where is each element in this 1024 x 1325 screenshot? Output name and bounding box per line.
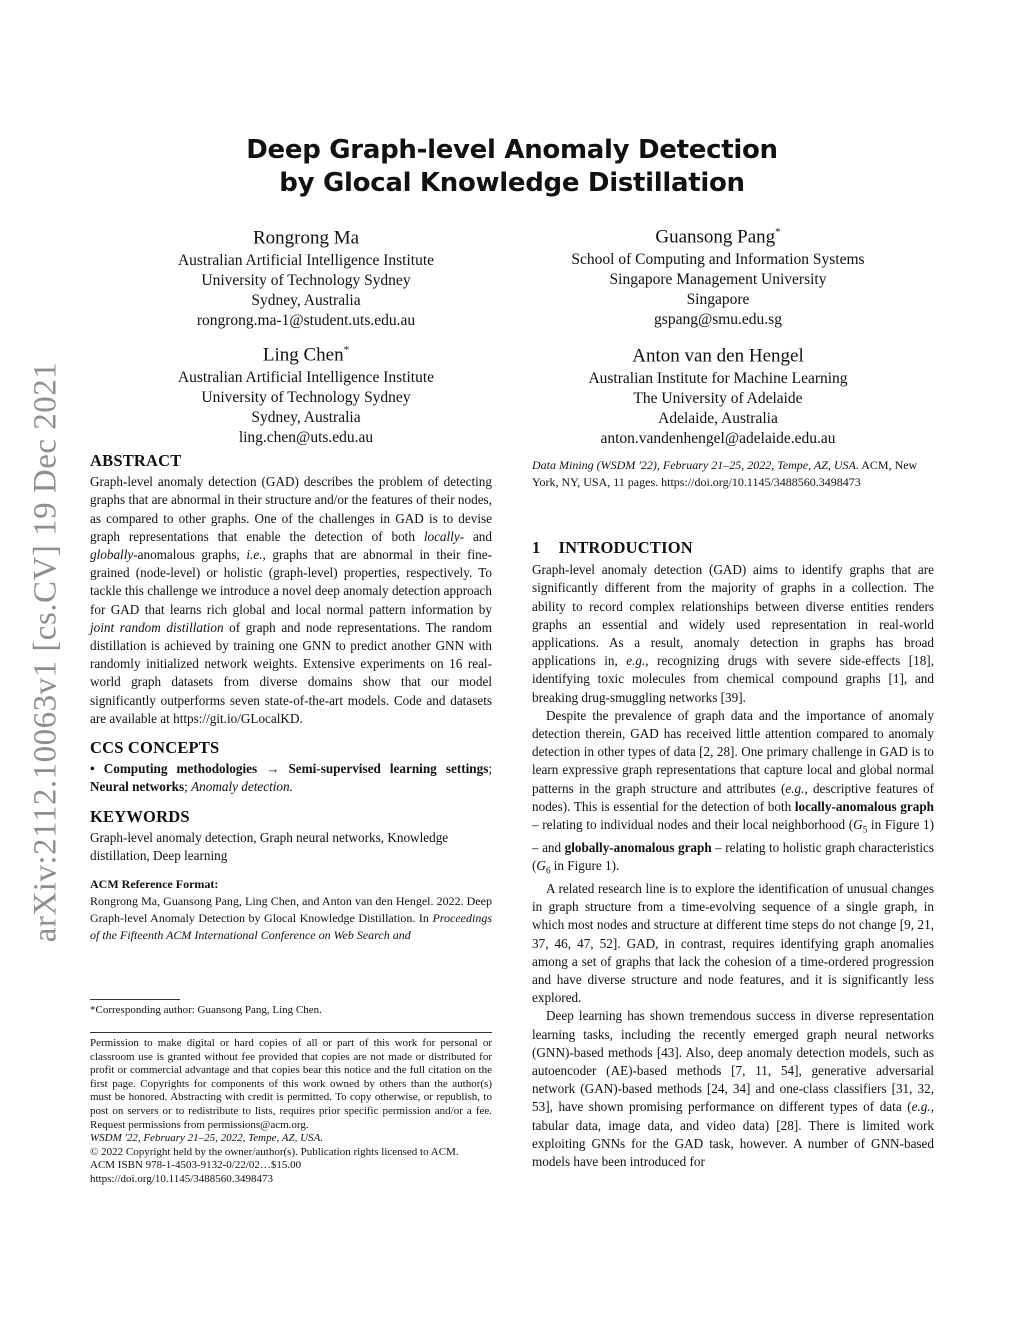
ccs-heading: CCS CONCEPTS xyxy=(90,738,220,758)
intro-paragraph-4: Deep learning has shown tremendous success in diverse representation learning tasks, including the recently emerged graph neural networks (GNN)-based methods [43]. Also, deep anomaly detection models, such as autoencoder (AE)-based methods [7, 11, 54], generative adversarial network (GAN)-based methods [24, 34] and one-class classifiers [31, 32, 53], have shown promising performance on different types of data (e.g., tabular data, image data, and video data) [28]. There is limited work exploiting GNNs for the GAD task, however. A number of GNN-based models have been introduced for xyxy=(532,1008,934,1169)
author-affiliation: School of Computing and Information Systems xyxy=(571,251,865,269)
ccs-concepts: • Computing methodologies → Semi-supervised learning settings; Neural networks; Anomaly detection. xyxy=(90,761,492,795)
acm-reference-continued: Data Mining (WSDM '22), February 21–25, 2022, Tempe, AZ, USA. ACM, New York, NY, USA, 11 pages. https://doi.org/10.1145/3488560.3498473 xyxy=(532,458,918,489)
right-column xyxy=(532,539,934,1171)
acm-reference-text: Rongrong Ma, Guansong Pang, Ling Chen, and Anton van den Hengel. 2022. Deep Graph-level Anomaly Detection by Glocal Knowledge Distillation. In Proceedings of the Fifteenth ACM International Conference on Web Search and xyxy=(90,894,492,943)
author-name: Guansong Pang* xyxy=(655,226,781,248)
acm-reference-heading: ACM Reference Format: xyxy=(90,877,219,892)
arxiv-identifier: arXiv:2112.10063v1 [cs.CV] 19 Dec 2021 xyxy=(27,361,64,943)
author-affiliation: Australian Artificial Intelligence Institute xyxy=(177,369,435,387)
intro-paragraph-1: Graph-level anomaly detection (GAD) aims to identify graphs that are significantly different from the majority of graphs in a collection. The ability to record complex relationships between diverse entities renders graphs an essential and widely used representation in real-world applications. As a result, anomaly detection in graphs has broad applications in, e.g., recognizing drugs with severe side-effects [18], identifying toxic molecules from chemical compound graphs [1], and breaking drug-smuggling networks [39]. xyxy=(532,562,934,705)
author-affiliation: Australian Artificial Intelligence Institute xyxy=(177,252,435,270)
intro-paragraph-3: A related research line is to explore the identification of unusual changes in graph structure from a time-evolving sequence of a single graph, in which most nodes and structure at different time steps do not change [9, 21, 37, 46, 47, 52]. GAD, in contrast, requires identifying graph anomalies among a set of graphs that lack the cohesion of a time-ordered progression and have diverse structure and node features, and it is significantly less explored. xyxy=(532,880,934,1006)
author-email: anton.vandenhengel@adelaide.edu.au xyxy=(600,430,836,448)
corresponding-author-footnote: *Corresponding author: Guansong Pang, Ling Chen. xyxy=(90,1004,322,1016)
author-block xyxy=(518,338,918,449)
abstract-heading: ABSTRACT xyxy=(90,451,182,470)
author-name: Rongrong Ma xyxy=(252,227,360,249)
permission-doi: https://doi.org/10.1145/3488560.3498473 xyxy=(90,1172,274,1185)
author-affiliation: University of Technology Sydney xyxy=(201,389,411,407)
paper-title-line-2: by Glocal Knowledge Distillation xyxy=(279,168,745,198)
author-block xyxy=(518,220,918,330)
author-location: Sydney, Australia xyxy=(251,292,361,310)
author-affiliation: Australian Institute for Machine Learning xyxy=(588,370,848,388)
permission-rule xyxy=(90,1032,492,1033)
author-affiliation: The University of Adelaide xyxy=(633,390,803,408)
author-email: rongrong.ma-1@student.uts.edu.au xyxy=(196,312,416,330)
author-name: Anton van den Hengel xyxy=(632,345,804,367)
author-location: Sydney, Australia xyxy=(251,409,361,427)
keywords-text: Graph-level anomaly detection, Graph neural networks, Knowledge distillation, Deep learning xyxy=(90,829,449,864)
author-location: Singapore xyxy=(686,291,750,309)
permission-block xyxy=(90,1037,492,1187)
author-location: Adelaide, Australia xyxy=(658,410,778,428)
author-affiliation: Singapore Management University xyxy=(609,271,827,289)
permission-copyright: © 2022 Copyright held by the owner/author(s). Publication rights licensed to ACM. xyxy=(90,1145,459,1158)
author-affiliation: University of Technology Sydney xyxy=(201,272,411,290)
left-column xyxy=(90,452,492,944)
permission-text: Permission to make digital or hard copies of all or part of this work for personal or classroom use is granted without fee provided that copies are not made or distributed for profit or commercial advantage and that copies bear this notice and the full citation on the first page. Copyrights for components of this work owned by others than the author(s) must be honored. Abstracting with credit is permitted. To copy otherwise, or republish, to post on servers or to redistribute to lists, requires prior specific permission and/or a fee. Request permissions from permissions@acm.org. xyxy=(90,1037,492,1131)
keywords-heading: KEYWORDS xyxy=(90,806,190,826)
paper-title-line-1: Deep Graph-level Anomaly Detection xyxy=(246,135,778,165)
author-name: Ling Chen* xyxy=(262,344,350,366)
abstract-text: Graph-level anomaly detection (GAD) describes the problem of detecting graphs that are abnormal in their structure and/or the features of their nodes, as compared to other graphs. One of the challenges in GAD is to devise graph representations that enable the detection of both locally- and globally-anomalous graphs, i.e., graphs that are abnormal in their fine-grained (node-level) or holistic (graph-level) properties, respectively. To tackle this challenge we introduce a novel deep anomaly detection approach for GAD that learns rich global and local normal pattern information by joint random distillation of graph and node representations. The random distillation is achieved by training one GNN to predict another GNN with randomly initialized network weights. Extensive experiments on 16 real-world graph datasets from diverse domains show that our model significantly outperforms seven state-of-the-art models. Code and datasets are available at https://git.io/GLocalKD. xyxy=(90,474,493,726)
permission-isbn: ACM ISBN 978-1-4503-9132-0/22/02…$15.00 xyxy=(90,1159,302,1172)
intro-paragraph-2: Despite the prevalence of graph data and the importance of anomaly detection therein, GAD has received little attention compared to anomaly detection in other types of data [2, 28]. One primary challenge in GAD is to learn expressive graph representations that capture local and global normal patterns in the graph structure and attributes (e.g., descriptive features of nodes). This is essential for the detection of both locally-anomalous graph – relating to individual nodes and their local neighborhood ($G_5$ in Figure 1) – and globally-anomalous graph – relating to holistic graph characteristics ($G_6$ in Figure 1). xyxy=(532,707,934,876)
author-block xyxy=(106,220,506,331)
permission-venue: WSDM '22, February 21–25, 2022, Tempe, AZ, USA. xyxy=(90,1132,324,1145)
author-block xyxy=(106,338,506,448)
author-email: ling.chen@uts.edu.au xyxy=(238,429,374,447)
footnote-rule xyxy=(90,999,180,1000)
introduction-heading: 1 INTRODUCTION xyxy=(532,538,693,557)
author-email: gspang@smu.edu.sg xyxy=(654,311,782,329)
